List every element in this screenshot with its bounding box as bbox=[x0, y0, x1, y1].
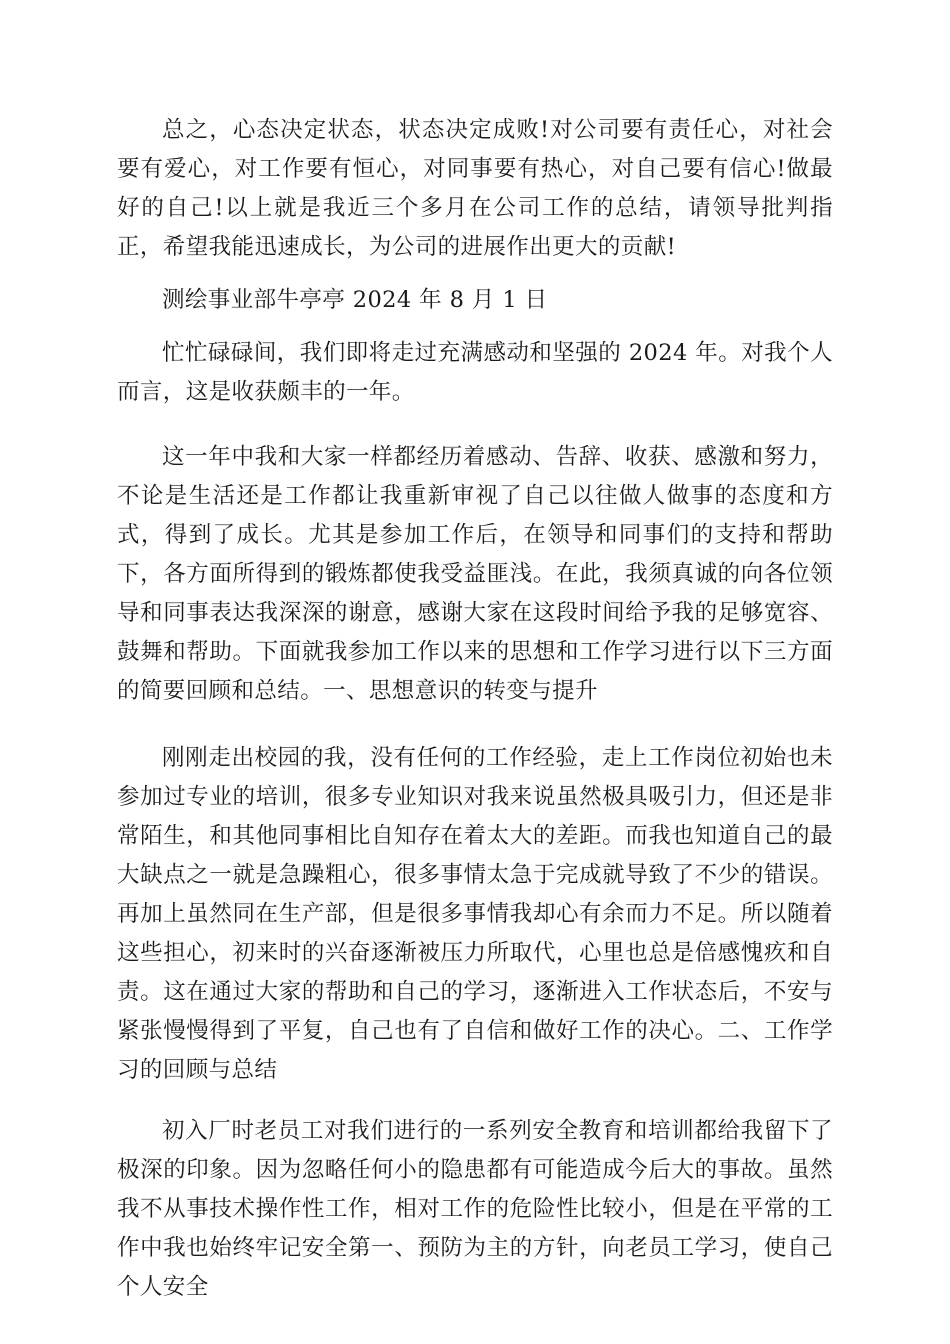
paragraph-year-intro: 忙忙碌碌间，我们即将走过充满感动和坚强的 2024 年。对我个人而言，这是收获颇丰的一年。 bbox=[117, 340, 833, 405]
paragraph-conclusion: 总之，心态决定状态，状态决定成败!对公司要有责任心，对社会要有爱心，对工作要有恒心，对同事要有热心，对自己要有信心!做最好的自己!以上就是我近三个多月在公司工作的总结，请领导批判指正，希望我能迅速成长，为公司的进展作出更大的贡献! bbox=[117, 117, 833, 260]
paragraph-year-review: 这一年中我和大家一样都经历着感动、告辞、收获、感激和努力，不论是生活还是工作都让我重新审视了自己以往做人做事的态度和方式，得到了成长。尤其是参加工作后，在领导和同事们的支持和帮助下，各方面所得到的锻炼都使我受益匪浅。在此，我须真诚的向各位领导和同事表达我深深的谢意，感谢大家在这段时间给予我的足够宽容、鼓舞和帮助。下面就我参加工作以来的思想和工作学习进行以下三方面的简要回顾和总结。一、思想意识的转变与提升 bbox=[117, 444, 833, 704]
paragraph-mindset-change: 刚刚走出校园的我，没有任何的工作经验，走上工作岗位初始也未参加过专业的培训，很多专业知识对我来说虽然极具吸引力，但还是非常陌生，和其他同事相比自知存在着太大的差距。而我也知道自己的最大缺点之一就是急躁粗心，很多事情太急于完成就导致了不少的错误。再加上虽然同在生产部，但是很多事情我却心有余而力不足。所以随着这些担心，初来时的兴奋逐渐被压力所取代，心里也总是倍感愧疚和自责。这在通过大家的帮助和自己的学习，逐渐进入工作状态后，不安与紧张慢慢得到了平复，自己也有了自信和做好工作的决心。二、工作学习的回顾与总结 bbox=[117, 745, 833, 1083]
paragraph-signature: 测绘事业部牛亭亭 2024 年 8 月 1 日 bbox=[162, 287, 548, 313]
document-page bbox=[117, 111, 833, 1329]
paragraph-safety-training: 初入厂时老员工对我们进行的一系列安全教育和培训都给我留下了极深的印象。因为忽略任何小的隐患都有可能造成今后大的事故。虽然我不从事技术操作性工作，相对工作的危险性比较小，但是在平常的工作中我也始终牢记安全第一、预防为主的方针，向老员工学习，使自己个人安全 bbox=[117, 1118, 833, 1300]
